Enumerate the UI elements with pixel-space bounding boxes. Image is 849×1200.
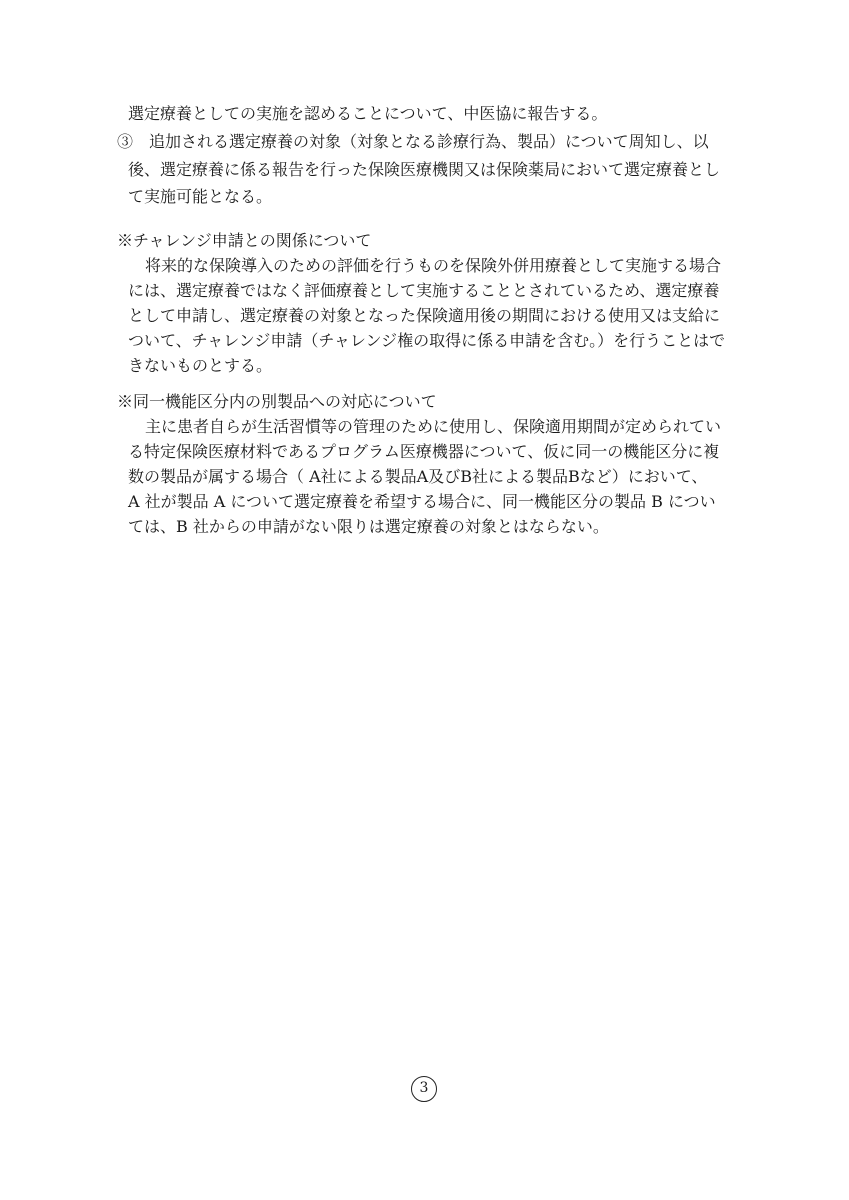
paragraph-line: 将来的な保険導入のための評価を行うものを保険外併用療養として実施する場合 bbox=[145, 256, 722, 275]
section-heading-challenge: ※チャレンジ申請との関係について bbox=[117, 231, 372, 250]
paragraph-line: 主に患者自らが生活習慣等の管理のために使用し、保険適用期間が定められてい bbox=[145, 417, 722, 436]
paragraph-line: 数の製品が属する場合（ A社による製品A及びB社による製品Bなど）において、 bbox=[128, 467, 708, 486]
list-item-3-line: て実施可能となる。 bbox=[128, 187, 273, 206]
paragraph-line: きないものとする。 bbox=[128, 356, 273, 375]
list-item-3-line: ③ 追加される選定療養の対象（対象となる診療行為、製品）について周知し、以 bbox=[117, 132, 709, 151]
page-number: 3 bbox=[411, 1076, 437, 1102]
paragraph-line: として申請し、選定療養の対象となった保険適用後の期間における使用又は支給に bbox=[128, 306, 721, 325]
list-item-3-line: 後、選定療養に係る報告を行った保険医療機関又は保険薬局において選定療養とし bbox=[128, 160, 721, 179]
paragraph-line: る特定保険医療材料であるプログラム医療機器について、仮に同一の機能区分に複 bbox=[128, 442, 720, 461]
paragraph-line: A 社が製品 A について選定療養を希望する場合に、同一機能区分の製品 B につい bbox=[128, 492, 716, 511]
paragraph-line: 選定療養としての実施を認めることについて、中医協に報告する。 bbox=[128, 104, 608, 123]
paragraph-line: には、選定療養ではなく評価療養として実施することとされているため、選定療養 bbox=[128, 281, 720, 300]
paragraph-line: ては、B 社からの申請がない限りは選定療養の対象とはならない。 bbox=[128, 517, 609, 536]
section-heading-same-category: ※同一機能区分内の別製品への対応について bbox=[117, 392, 437, 411]
paragraph-line: ついて、チャレンジ申請（チャレンジ権の取得に係る申請を含む。）を行うことはで bbox=[128, 331, 726, 350]
